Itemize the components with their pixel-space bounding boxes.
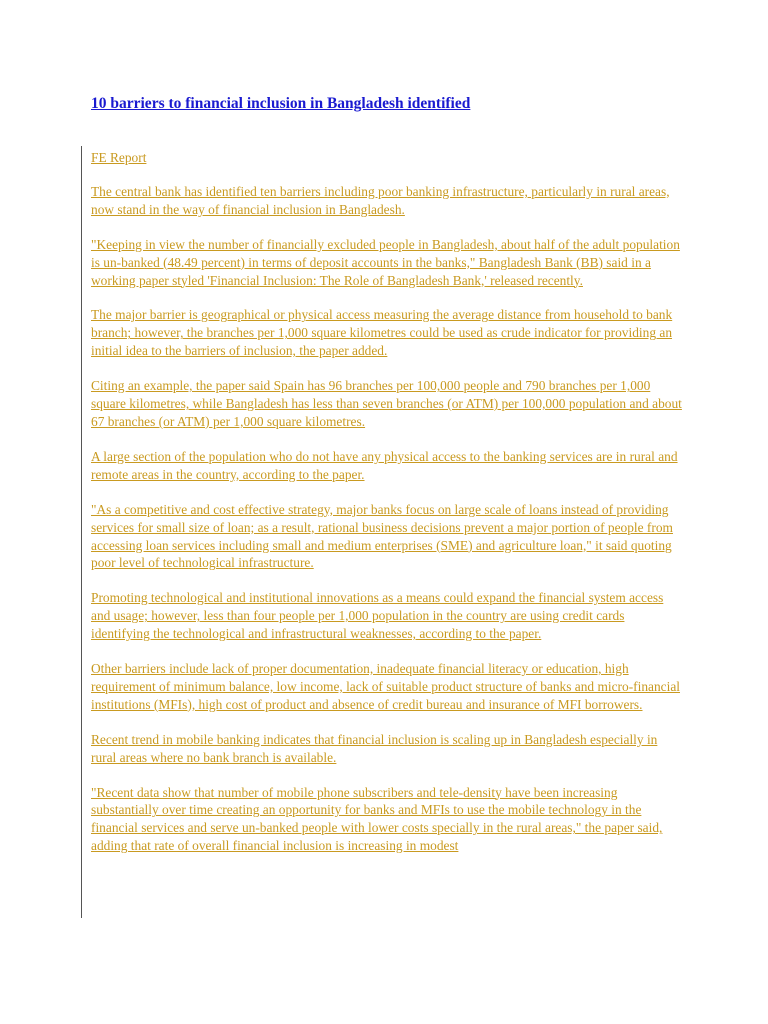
article-paragraph[interactable]: Recent trend in mobile banking indicates that financial inclusion is scaling up in Bangladesh especially in rural areas where no bank branch is available.: [91, 731, 658, 765]
article-paragraph[interactable]: The central bank has identified ten barriers including poor banking infrastructure, particularly in rural areas, now stand in the way of financial inclusion in Bangladesh.: [91, 183, 670, 217]
article-paragraph[interactable]: Promoting technological and institutional innovations as a means could expand the financial system access and usage; however, less than four people per 1,000 population in the country are using credit cards identifying the technological and infrastructural weaknesses, according to the paper.: [91, 590, 664, 642]
article-paragraph[interactable]: Citing an example, the paper said Spain has 96 branches per 100,000 people and 790 branches per 1,000 square kilometres, while Bangladesh has less than seven branches (or ATM) per 100,000 population and about 67 branches (or ATM) per 1,000 square kilometres.: [91, 378, 682, 429]
article-paragraph[interactable]: A large section of the population who do not have any physical access to the banking services are in rural and remote areas in the country, according to the paper.: [91, 448, 678, 482]
article-title[interactable]: 10 barriers to financial inclusion in Bangladesh identified: [91, 95, 471, 112]
article-paragraph[interactable]: Other barriers include lack of proper documentation, inadequate financial literacy or education, high requirement of minimum balance, low income, lack of suitable product structure of banks and micro-financial institutions (MFIs), high cost of product and absence of credit bureau and insurance of MFI borrowers.: [91, 661, 680, 712]
article-paragraph[interactable]: "Recent data show that number of mobile phone subscribers and tele-density have been increasing substantially over time creating an opportunity for banks and MFIs to use the mobile technology in the financial services and serve un-banked people with lower costs specially in the rural areas," the paper said, adding that rate of overall financial inclusion is increasing in modest: [91, 784, 663, 854]
source-byline[interactable]: FE Report: [91, 150, 147, 165]
article-paragraph[interactable]: "As a competitive and cost effective strategy, major banks focus on large scale of loans instead of providing services for small size of loan; as a result, rational business decisions prevent a major portion of people from accessing loan services including small and medium enterprises (SME) and agriculture loan," it said quoting poor level of technological infrastructure.: [91, 501, 673, 571]
article-paragraph[interactable]: "Keeping in view the number of financially excluded people in Bangladesh, about half of the adult population is un-banked (48.49 percent) in terms of deposit accounts in the banks," Bangladesh Bank (BB) said in a working paper styled 'Financial Inclusion: The Role of Bangladesh Bank,' released recently.: [91, 236, 680, 288]
article-body: [81, 146, 686, 918]
article-paragraph[interactable]: The major barrier is geographical or physical access measuring the average distance from household to bank branch; however, the branches per 1,000 square kilometres could be used as crude indicator for providing an initial idea to the barriers of inclusion, the paper added.: [91, 307, 673, 359]
